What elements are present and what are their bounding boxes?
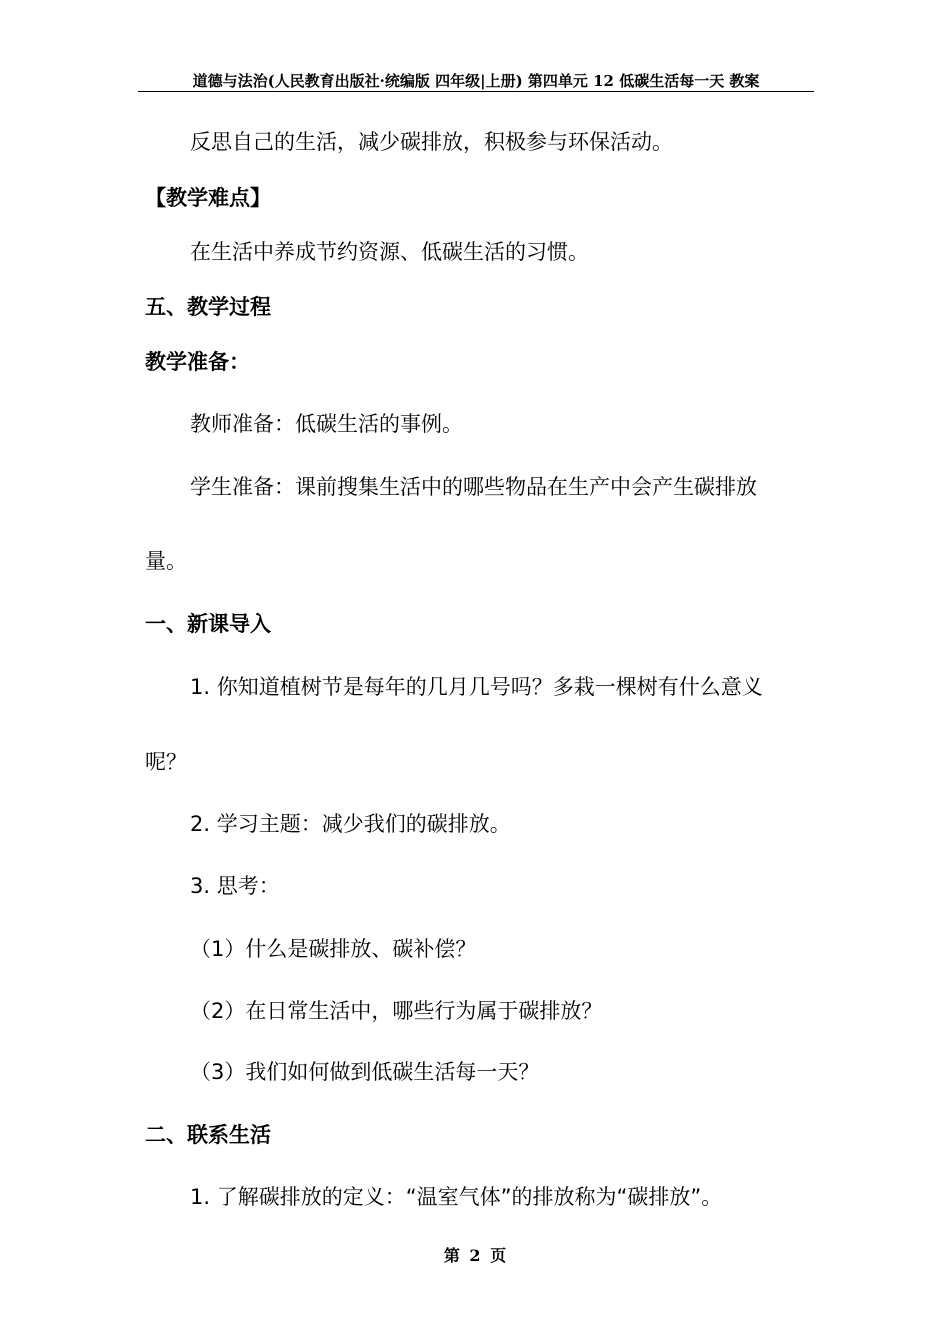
sub-item-3: （3）我们如何做到低碳生活每一天？ xyxy=(190,1060,540,1084)
heading-new-lesson: 一、新课导入 xyxy=(145,612,271,636)
sub-item-2: （2）在日常生活中，哪些行为属于碳排放？ xyxy=(190,999,603,1023)
list-item-q2: 2. 学习主题：减少我们的碳排放。 xyxy=(190,812,511,836)
heading-teaching-prep: 教学准备： xyxy=(145,350,250,374)
page-header: 道德与法治(人民教育出版社·统编版 四年级|上册) 第四单元 12 低碳生活每一天 教案 xyxy=(192,72,760,90)
list-item-q1-cont: 呢？ xyxy=(145,750,187,774)
heading-teaching-process: 五、教学过程 xyxy=(145,295,271,319)
paragraph-student-prep: 学生准备：课前搜集生活中的哪些物品在生产中会产生碳排放 xyxy=(190,475,757,499)
paragraph-teacher-prep: 教师准备：低碳生活的事例。 xyxy=(190,412,463,436)
list-item-q3: 3. 思考： xyxy=(190,874,280,898)
sub-item-1: （1）什么是碳排放、碳补偿？ xyxy=(190,937,477,961)
footer-suffix: 页 xyxy=(490,1246,507,1265)
paragraph-difficulty: 在生活中养成节约资源、低碳生活的习惯。 xyxy=(190,240,589,264)
paragraph-reflect: 反思自己的生活，减少碳排放，积极参与环保活动。 xyxy=(190,130,673,154)
heading-connect-life: 二、联系生活 xyxy=(145,1123,271,1147)
list-item-l1: 1. 了解碳排放的定义：“温室气体”的排放称为“碳排放”。 xyxy=(190,1185,723,1209)
page-number: 2 xyxy=(469,1246,481,1265)
paragraph-student-prep-cont: 量。 xyxy=(145,549,187,573)
page-footer xyxy=(0,1243,950,1266)
heading-teaching-difficulty: 【教学难点】 xyxy=(145,186,271,210)
list-item-q1: 1. 你知道植树节是每年的几月几号吗？多栽一棵树有什么意义 xyxy=(190,675,763,699)
footer-prefix: 第 xyxy=(443,1246,460,1265)
header-divider xyxy=(138,91,814,92)
